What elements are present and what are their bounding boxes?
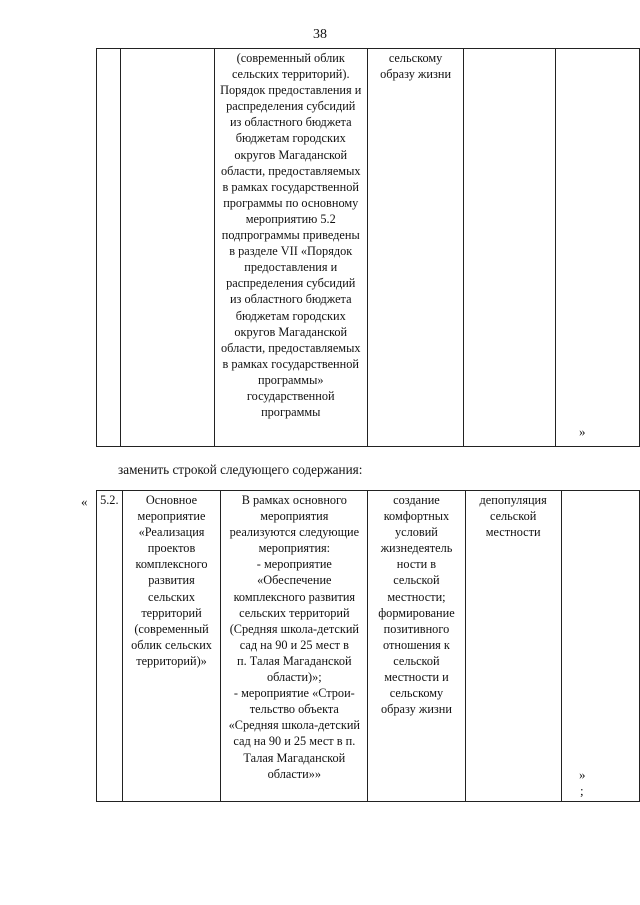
text-line: Порядок предоставления и bbox=[220, 83, 362, 98]
text-line: распределения субсидий bbox=[226, 276, 356, 291]
text-line: депопуляция bbox=[479, 493, 547, 507]
text-line: распределения субсидий bbox=[226, 99, 356, 114]
row-extra-cell bbox=[561, 491, 639, 802]
text-line: реализуются следующие bbox=[229, 525, 360, 540]
text-line: государственной bbox=[246, 388, 335, 403]
text-line: сельских территорий bbox=[239, 605, 350, 620]
text-line: сельской bbox=[393, 573, 440, 588]
text-line: из областного бюджета bbox=[229, 115, 352, 130]
text-line: тельство объекта bbox=[249, 702, 339, 717]
text-line: образу жизни bbox=[380, 702, 452, 717]
row-risk-text bbox=[466, 491, 561, 541]
text-line: округов Магаданской bbox=[234, 324, 348, 339]
text-line: создание bbox=[393, 493, 440, 507]
text-line: сельскому bbox=[388, 51, 443, 65]
text-line: Талая Магаданской bbox=[243, 750, 346, 765]
text-line: территорий bbox=[141, 605, 202, 620]
text-line: «Средняя школа-детский bbox=[228, 718, 361, 733]
text-line: сельской bbox=[489, 509, 537, 524]
text-line: подпрограммы приведены bbox=[221, 228, 360, 243]
text-line: - мероприятие bbox=[256, 557, 332, 572]
text-line: области)»; bbox=[266, 670, 322, 685]
row-name-text bbox=[123, 491, 221, 670]
text-line: в разделе VII «Порядок bbox=[229, 244, 353, 259]
row-result-text bbox=[368, 491, 464, 718]
text-line: местности; bbox=[387, 589, 446, 604]
text-line: образу жизни bbox=[380, 67, 452, 82]
text-line: мероприятию 5.2 bbox=[245, 211, 336, 226]
row-risk-cell bbox=[465, 491, 561, 802]
text-line: предоставления и bbox=[244, 260, 338, 275]
text-line: (современный bbox=[134, 621, 209, 636]
text-line: облик сельских bbox=[131, 637, 212, 652]
row-result-cell bbox=[368, 491, 465, 802]
text-line: местности bbox=[485, 525, 541, 540]
text-line: сельской bbox=[393, 653, 440, 668]
table-replacement-row bbox=[96, 490, 640, 802]
closing-quote-bottom: » bbox=[579, 767, 586, 782]
text-line: области, предоставляемых bbox=[220, 163, 361, 178]
text-line: сад на 90 и 25 мест в bbox=[239, 637, 349, 652]
page-number: 38 bbox=[313, 27, 327, 42]
text-line: в рамках государственной bbox=[222, 179, 359, 194]
text-line: проектов bbox=[147, 541, 196, 556]
text-line: бюджетам городских bbox=[235, 308, 346, 323]
row-name-cell bbox=[122, 491, 221, 802]
row-description-cell bbox=[221, 491, 368, 802]
top-risk-cell bbox=[464, 49, 556, 447]
text-line: условий bbox=[395, 525, 438, 540]
closing-quote-top: » bbox=[579, 424, 586, 439]
text-line: В рамках основного bbox=[241, 493, 347, 507]
text-line: - мероприятие «Строи- bbox=[233, 686, 355, 701]
text-line: области, предоставляемых bbox=[220, 340, 361, 355]
row-number-cell bbox=[97, 491, 123, 802]
top-result-cell bbox=[367, 49, 464, 447]
text-line: (Средняя школа-детский bbox=[229, 621, 359, 636]
row-number: 5.2. bbox=[100, 493, 119, 507]
row-description-text bbox=[221, 491, 367, 783]
text-line: программы по основному bbox=[223, 195, 359, 210]
text-line: комплексного bbox=[135, 557, 208, 572]
text-line: в рамках государственной bbox=[222, 356, 359, 371]
text-line: программы bbox=[261, 405, 321, 420]
text-line: округов Магаданской bbox=[234, 147, 348, 162]
top-name-cell bbox=[120, 49, 214, 447]
text-line: территорий)» bbox=[136, 653, 207, 668]
text-line: п. Талая Магаданской bbox=[237, 653, 352, 668]
text-line: мероприятия bbox=[260, 509, 329, 524]
opening-quote: « bbox=[81, 494, 88, 509]
text-line: формирование bbox=[378, 605, 455, 620]
text-line: комфортных bbox=[383, 509, 450, 524]
table-top-fragment bbox=[96, 48, 640, 447]
text-line: ности в bbox=[396, 557, 437, 572]
semicolon: ; bbox=[580, 783, 584, 798]
top-number-cell bbox=[97, 49, 121, 447]
top-description-cell bbox=[214, 49, 367, 447]
text-line: «Реализация bbox=[138, 525, 205, 540]
text-line: комплексного развития bbox=[233, 589, 356, 604]
replace-instruction: заменить строкой следующего содержания: bbox=[118, 462, 363, 477]
text-line: мероприятие bbox=[137, 509, 206, 524]
top-extra-cell bbox=[556, 49, 640, 447]
text-line: сельских территорий). bbox=[231, 67, 350, 82]
text-line: развития bbox=[148, 573, 195, 588]
text-line: бюджетам городских bbox=[235, 131, 346, 146]
text-line: (современный облик bbox=[236, 51, 345, 65]
text-line: местности и bbox=[384, 670, 449, 685]
text-line: жизнедеятель bbox=[380, 541, 453, 556]
text-line: области»» bbox=[267, 766, 322, 781]
text-line: сельскому bbox=[389, 686, 444, 701]
text-line: позитивного bbox=[383, 621, 450, 636]
text-line: Основное bbox=[145, 493, 198, 507]
text-line: программы» bbox=[257, 372, 324, 387]
top-result-text bbox=[368, 49, 464, 83]
text-line: отношения к bbox=[383, 637, 450, 652]
top-description-text bbox=[215, 49, 367, 421]
text-line: из областного бюджета bbox=[229, 292, 352, 307]
text-line: сад на 90 и 25 мест в п. bbox=[233, 734, 356, 749]
text-line: сельских bbox=[148, 589, 195, 604]
text-line: «Обеспечение bbox=[257, 573, 332, 588]
text-line: мероприятия: bbox=[258, 541, 331, 556]
